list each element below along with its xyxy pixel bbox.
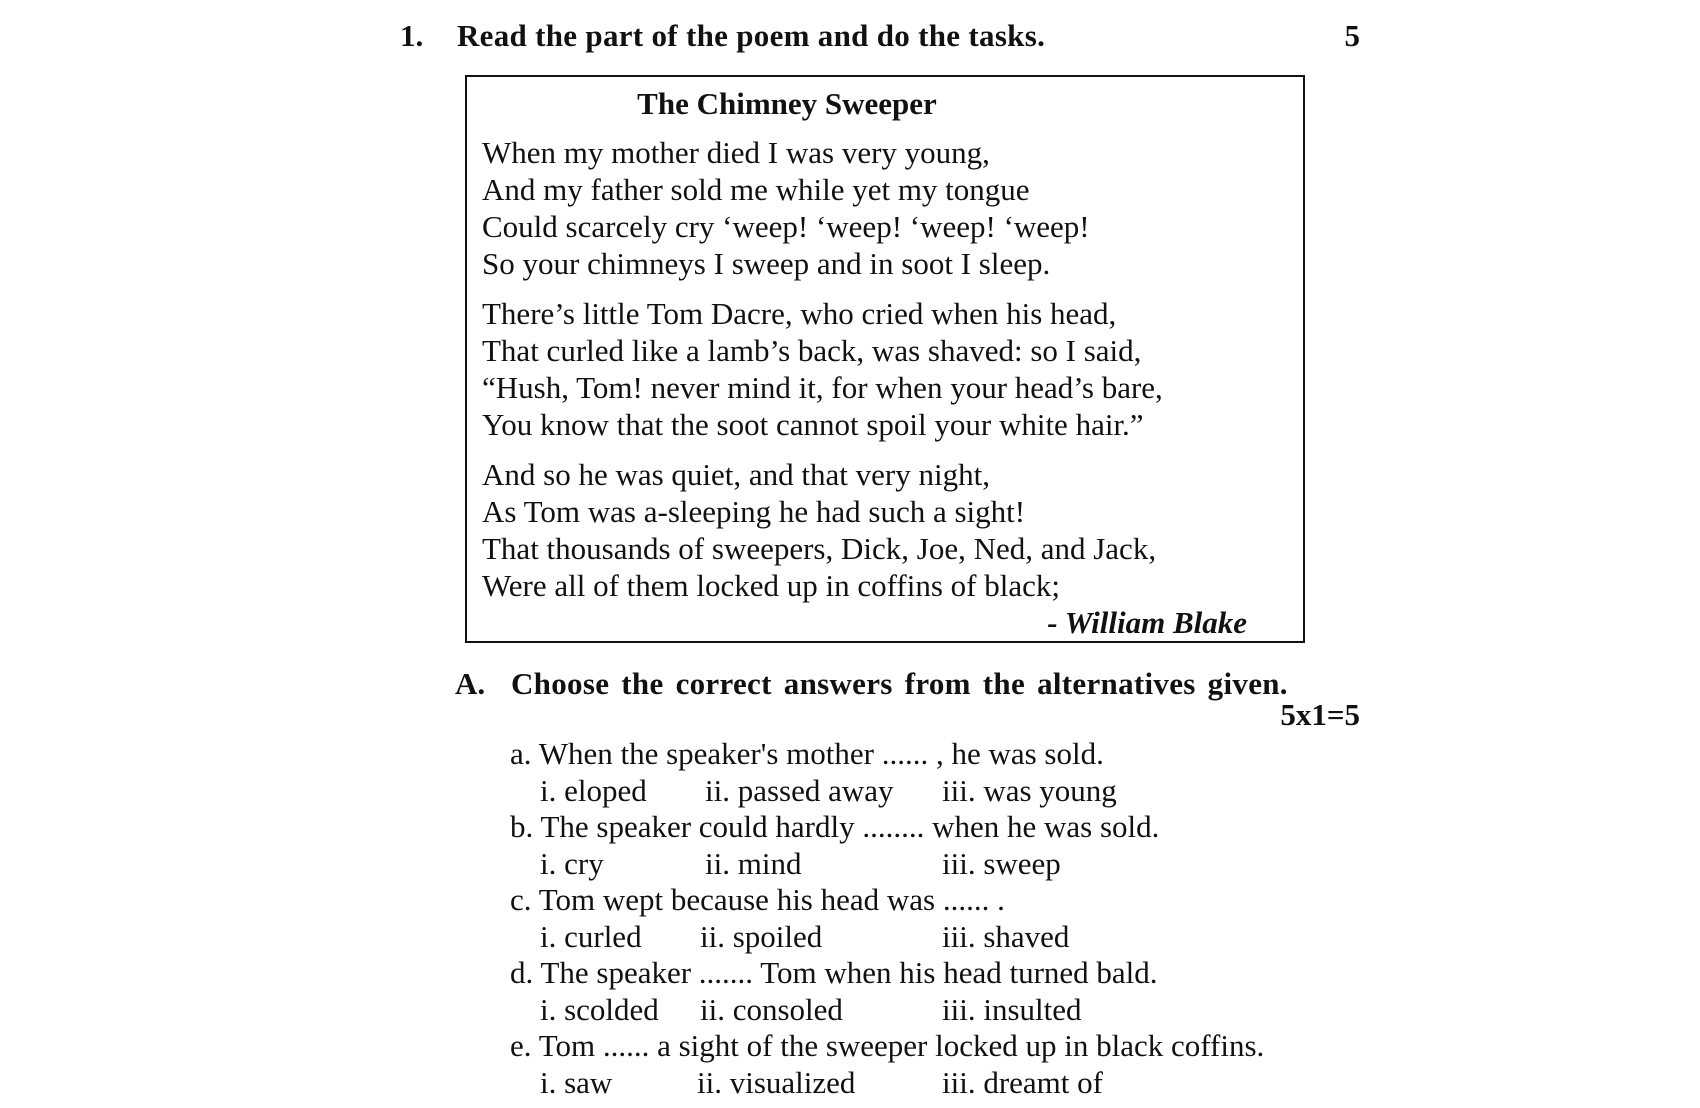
poem-line: As Tom was a-sleeping he had such a sight! <box>482 494 1026 529</box>
poem-line: Could scarcely cry ‘weep! ‘weep! ‘weep! ‘weep! <box>482 209 1090 244</box>
poem-line: You know that the soot cannot spoil your white hair.” <box>482 407 1144 442</box>
mcq-options <box>510 918 1310 955</box>
poem-line: There’s little Tom Dacre, who cried when his head, <box>482 296 1117 331</box>
poem-line: “Hush, Tom! never mind it, for when your head’s bare, <box>482 370 1163 405</box>
mcq-question: e. Tom ...... a sight of the sweeper locked up in black coffins. <box>510 1028 1265 1063</box>
mcq-item-d <box>510 954 1310 1028</box>
mcq-option: iii. dreamt of <box>942 1065 1103 1100</box>
mcq-options <box>510 1064 1310 1101</box>
poem-stanza-1 <box>482 134 1090 282</box>
mcq-option: iii. shaved <box>942 919 1070 954</box>
poem-line: So your chimneys I sweep and in soot I sleep. <box>482 246 1051 281</box>
mcq-item-e <box>510 1027 1310 1101</box>
section-letter: A. <box>455 666 486 701</box>
mcq-item-a <box>510 735 1310 809</box>
mcq-question: a. When the speaker's mother ...... , he was sold. <box>510 736 1104 771</box>
mcq-question: c. Tom wept because his head was ...... . <box>510 882 1005 917</box>
mcq-option: i. saw <box>540 1065 613 1100</box>
question-marks: 5 <box>1344 18 1360 53</box>
poem-box <box>465 75 1305 643</box>
mcq-option: i. scolded <box>540 992 659 1027</box>
mcq-question: d. The speaker ....... Tom when his head turned bald. <box>510 955 1158 990</box>
mcq-question: b. The speaker could hardly ........ when he was sold. <box>510 809 1160 844</box>
mcq-option: i. eloped <box>540 773 647 808</box>
poem-stanza-3 <box>482 456 1156 604</box>
poem-title: The Chimney Sweeper <box>637 86 937 121</box>
poem-line: That curled like a lamb’s back, was shaved: so I said, <box>482 333 1142 368</box>
mcq-option: ii. mind <box>705 846 802 881</box>
section-instruction: Choose the correct answers from the alternatives given. <box>511 666 1288 701</box>
mcq-option: iii. was young <box>942 773 1117 808</box>
mcq-option: i. cry <box>540 846 604 881</box>
poem-author: - William Blake <box>1047 605 1247 640</box>
poem-line: Were all of them locked up in coffins of black; <box>482 568 1060 603</box>
question-number: 1. <box>400 18 424 53</box>
mcq-option: ii. spoiled <box>700 919 823 954</box>
poem-line: And my father sold me while yet my tongue <box>482 172 1030 207</box>
poem-stanza-2 <box>482 295 1163 443</box>
mcq-options <box>510 772 1310 809</box>
mcq-option: ii. passed away <box>705 773 894 808</box>
mcq-options <box>510 991 1310 1028</box>
mcq-item-c <box>510 881 1310 955</box>
poem-line: When my mother died I was very young, <box>482 135 990 170</box>
mcq-option: ii. consoled <box>700 992 843 1027</box>
poem-line: And so he was quiet, and that very night, <box>482 457 990 492</box>
mcq-option: iii. insulted <box>942 992 1082 1027</box>
mcq-option: iii. sweep <box>942 846 1061 881</box>
question-instruction: Read the part of the poem and do the tasks. <box>457 18 1046 53</box>
mcq-options <box>510 845 1310 882</box>
mcq-option: i. curled <box>540 919 642 954</box>
mcq-item-b <box>510 808 1310 882</box>
mcq-option: ii. visualized <box>697 1065 856 1100</box>
section-marks: 5x1=5 <box>1280 697 1360 732</box>
poem-line: That thousands of sweepers, Dick, Joe, Ned, and Jack, <box>482 531 1157 566</box>
